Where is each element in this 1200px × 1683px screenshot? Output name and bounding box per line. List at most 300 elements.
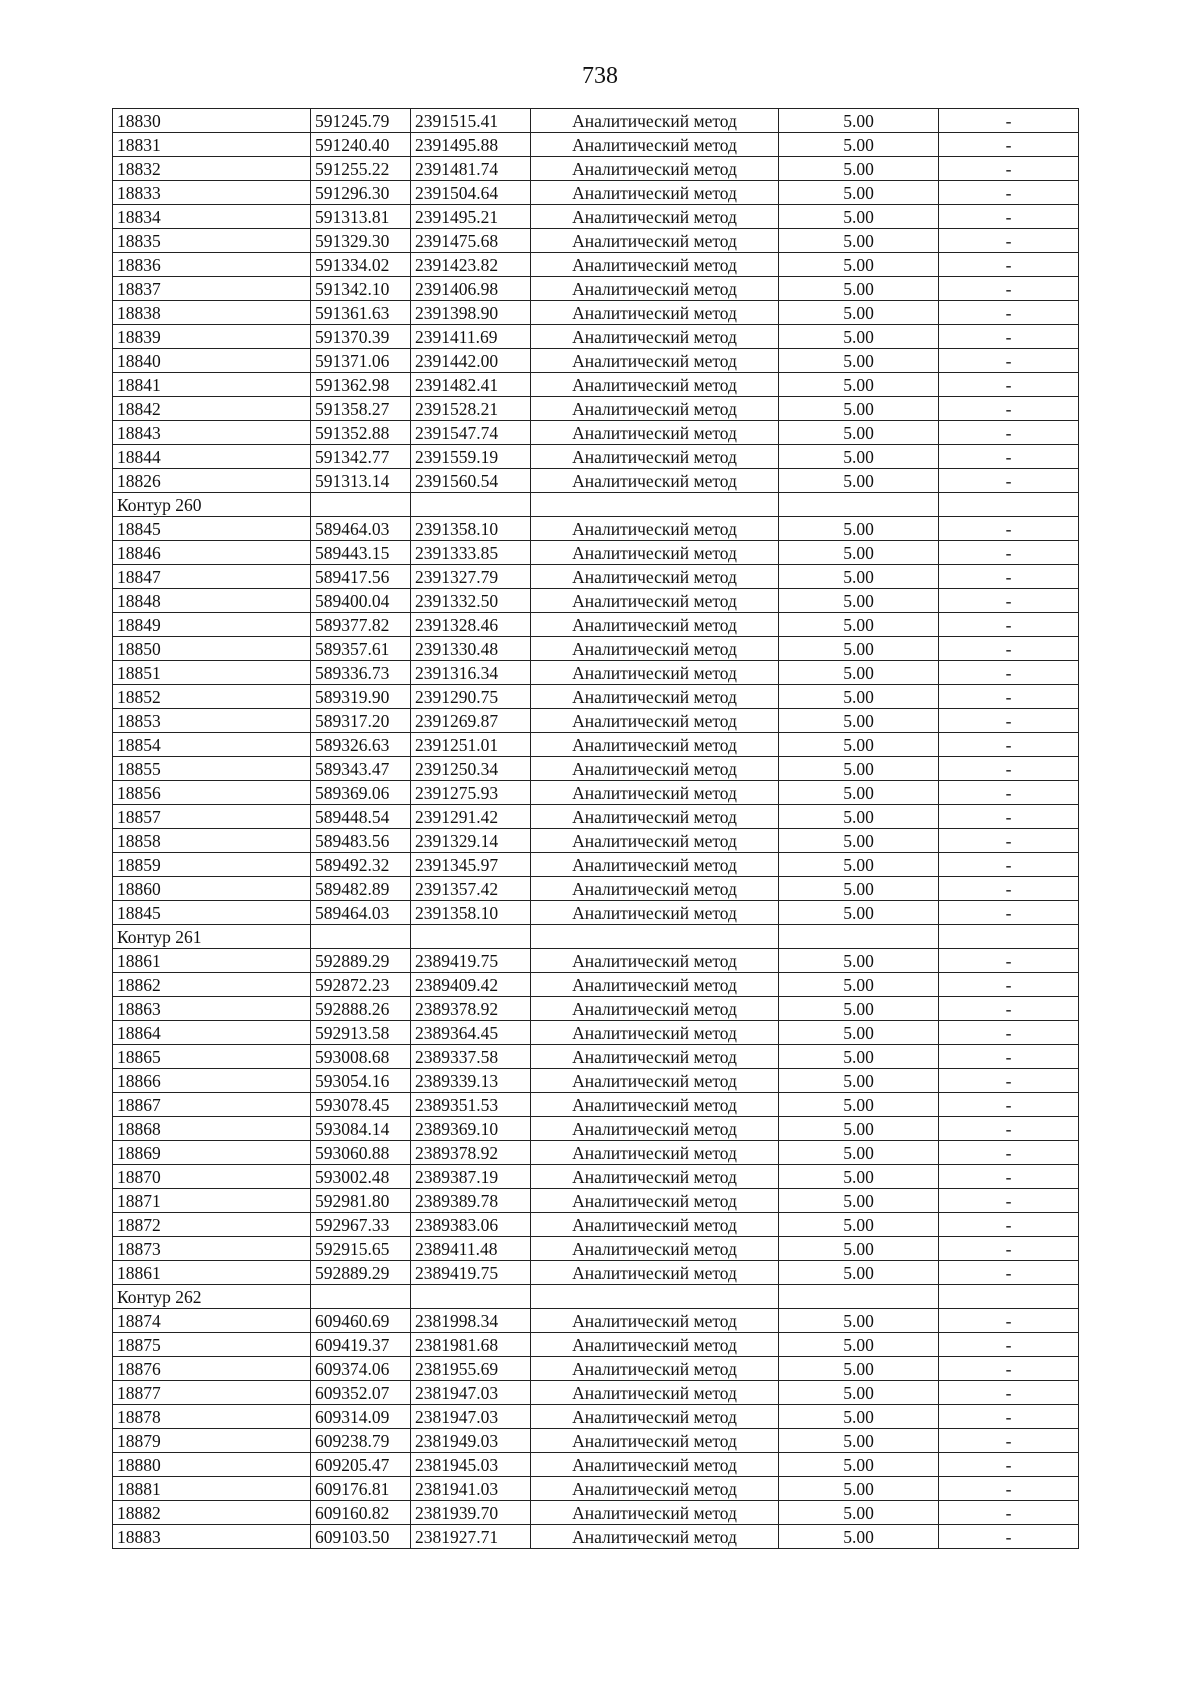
table-row	[113, 1429, 1079, 1453]
method-cell: Аналитический метод	[531, 1189, 779, 1213]
x-coordinate-cell: 589483.56	[311, 829, 411, 853]
table-row	[113, 1141, 1079, 1165]
table-row	[113, 373, 1079, 397]
table-row	[113, 661, 1079, 685]
description-cell: -	[939, 757, 1079, 781]
page-number: 738	[582, 63, 618, 89]
method-cell: Аналитический метод	[531, 1429, 779, 1453]
x-coordinate-cell: 592967.33	[311, 1213, 411, 1237]
description-cell: -	[939, 709, 1079, 733]
x-coordinate-cell: 592889.29	[311, 1261, 411, 1285]
table-row	[113, 1189, 1079, 1213]
method-cell: Аналитический метод	[531, 661, 779, 685]
y-coordinate-cell	[411, 1285, 531, 1309]
method-cell: Аналитический метод	[531, 469, 779, 493]
description-cell: -	[939, 661, 1079, 685]
method-cell: Аналитический метод	[531, 1021, 779, 1045]
description-cell: -	[939, 517, 1079, 541]
x-coordinate-cell: 591370.39	[311, 325, 411, 349]
method-cell: Аналитический метод	[531, 373, 779, 397]
point-id-cell: 18839	[113, 325, 311, 349]
accuracy-cell: 5.00	[779, 1021, 939, 1045]
table-row	[113, 757, 1079, 781]
y-coordinate-cell: 2391333.85	[411, 541, 531, 565]
accuracy-cell: 5.00	[779, 277, 939, 301]
table-row	[113, 109, 1079, 133]
point-id-cell: 18833	[113, 181, 311, 205]
x-coordinate-cell: 593002.48	[311, 1165, 411, 1189]
method-cell: Аналитический метод	[531, 229, 779, 253]
accuracy-cell: 5.00	[779, 637, 939, 661]
method-cell: Аналитический метод	[531, 1093, 779, 1117]
y-coordinate-cell: 2391482.41	[411, 373, 531, 397]
table-row	[113, 853, 1079, 877]
table-row	[113, 997, 1079, 1021]
accuracy-cell: 5.00	[779, 685, 939, 709]
y-coordinate-cell: 2391269.87	[411, 709, 531, 733]
method-cell: Аналитический метод	[531, 421, 779, 445]
description-cell	[939, 925, 1079, 949]
description-cell: -	[939, 973, 1079, 997]
accuracy-cell: 5.00	[779, 1045, 939, 1069]
table-row	[113, 277, 1079, 301]
method-cell: Аналитический метод	[531, 757, 779, 781]
table-row	[113, 1261, 1079, 1285]
x-coordinate-cell: 589417.56	[311, 565, 411, 589]
y-coordinate-cell: 2391411.69	[411, 325, 531, 349]
point-id-cell: 18836	[113, 253, 311, 277]
table-row	[113, 1069, 1079, 1093]
x-coordinate-cell: 592981.80	[311, 1189, 411, 1213]
point-id-cell: 18835	[113, 229, 311, 253]
accuracy-cell: 5.00	[779, 469, 939, 493]
point-id-cell: 18881	[113, 1477, 311, 1501]
point-id-cell: 18869	[113, 1141, 311, 1165]
y-coordinate-cell: 2391528.21	[411, 397, 531, 421]
accuracy-cell: 5.00	[779, 541, 939, 565]
accuracy-cell: 5.00	[779, 1141, 939, 1165]
method-cell: Аналитический метод	[531, 181, 779, 205]
table-row	[113, 157, 1079, 181]
table-row	[113, 973, 1079, 997]
method-cell: Аналитический метод	[531, 1501, 779, 1525]
accuracy-cell: 5.00	[779, 1525, 939, 1549]
point-id-cell: 18862	[113, 973, 311, 997]
accuracy-cell: 5.00	[779, 1357, 939, 1381]
x-coordinate-cell: 589336.73	[311, 661, 411, 685]
table-row	[113, 229, 1079, 253]
description-cell: -	[939, 829, 1079, 853]
description-cell: -	[939, 733, 1079, 757]
x-coordinate-cell: 593060.88	[311, 1141, 411, 1165]
point-id-cell: 18846	[113, 541, 311, 565]
y-coordinate-cell: 2391358.10	[411, 901, 531, 925]
point-id-cell: 18864	[113, 1021, 311, 1045]
x-coordinate-cell: 591342.77	[311, 445, 411, 469]
method-cell	[531, 493, 779, 517]
description-cell: -	[939, 805, 1079, 829]
y-coordinate-cell: 2391475.68	[411, 229, 531, 253]
table-row	[113, 1453, 1079, 1477]
y-coordinate-cell: 2389383.06	[411, 1213, 531, 1237]
x-coordinate-cell: 592888.26	[311, 997, 411, 1021]
accuracy-cell: 5.00	[779, 229, 939, 253]
accuracy-cell: 5.00	[779, 1333, 939, 1357]
table-row	[113, 709, 1079, 733]
table-row	[113, 1357, 1079, 1381]
y-coordinate-cell: 2391423.82	[411, 253, 531, 277]
contour-label: Контур 260	[113, 493, 311, 517]
point-id-cell: 18851	[113, 661, 311, 685]
table-row	[113, 1501, 1079, 1525]
description-cell: -	[939, 445, 1079, 469]
point-id-cell: 18844	[113, 445, 311, 469]
y-coordinate-cell: 2391332.50	[411, 589, 531, 613]
description-cell: -	[939, 997, 1079, 1021]
coordinates-table	[112, 108, 1079, 1549]
point-id-cell: 18876	[113, 1357, 311, 1381]
accuracy-cell: 5.00	[779, 349, 939, 373]
accuracy-cell: 5.00	[779, 373, 939, 397]
description-cell: -	[939, 277, 1079, 301]
point-id-cell: 18838	[113, 301, 311, 325]
x-coordinate-cell: 591296.30	[311, 181, 411, 205]
description-cell: -	[939, 613, 1079, 637]
table-row	[113, 877, 1079, 901]
point-id-cell: 18845	[113, 517, 311, 541]
coordinates-table-body	[113, 109, 1079, 1549]
contour-label: Контур 261	[113, 925, 311, 949]
method-cell: Аналитический метод	[531, 1261, 779, 1285]
point-id-cell: 18879	[113, 1429, 311, 1453]
method-cell: Аналитический метод	[531, 1477, 779, 1501]
y-coordinate-cell: 2389337.58	[411, 1045, 531, 1069]
y-coordinate-cell: 2391357.42	[411, 877, 531, 901]
method-cell: Аналитический метод	[531, 733, 779, 757]
x-coordinate-cell: 591342.10	[311, 277, 411, 301]
description-cell: -	[939, 565, 1079, 589]
accuracy-cell: 5.00	[779, 613, 939, 637]
description-cell: -	[939, 253, 1079, 277]
method-cell: Аналитический метод	[531, 253, 779, 277]
description-cell: -	[939, 1045, 1079, 1069]
point-id-cell: 18849	[113, 613, 311, 637]
accuracy-cell: 5.00	[779, 997, 939, 1021]
y-coordinate-cell: 2389389.78	[411, 1189, 531, 1213]
y-coordinate-cell: 2391291.42	[411, 805, 531, 829]
accuracy-cell: 5.00	[779, 757, 939, 781]
x-coordinate-cell	[311, 1285, 411, 1309]
description-cell: -	[939, 949, 1079, 973]
contour-header-row	[113, 493, 1079, 517]
method-cell: Аналитический метод	[531, 541, 779, 565]
description-cell: -	[939, 157, 1079, 181]
method-cell: Аналитический метод	[531, 853, 779, 877]
accuracy-cell: 5.00	[779, 565, 939, 589]
accuracy-cell: 5.00	[779, 421, 939, 445]
description-cell: -	[939, 181, 1079, 205]
point-id-cell: 18859	[113, 853, 311, 877]
x-coordinate-cell: 591245.79	[311, 109, 411, 133]
description-cell: -	[939, 1477, 1079, 1501]
point-id-cell: 18883	[113, 1525, 311, 1549]
y-coordinate-cell: 2381927.71	[411, 1525, 531, 1549]
description-cell: -	[939, 397, 1079, 421]
accuracy-cell: 5.00	[779, 901, 939, 925]
point-id-cell: 18873	[113, 1237, 311, 1261]
description-cell: -	[939, 1117, 1079, 1141]
accuracy-cell: 5.00	[779, 1165, 939, 1189]
x-coordinate-cell: 589369.06	[311, 781, 411, 805]
point-id-cell: 18882	[113, 1501, 311, 1525]
y-coordinate-cell: 2381939.70	[411, 1501, 531, 1525]
y-coordinate-cell: 2381981.68	[411, 1333, 531, 1357]
accuracy-cell: 5.00	[779, 1429, 939, 1453]
x-coordinate-cell: 591362.98	[311, 373, 411, 397]
y-coordinate-cell	[411, 925, 531, 949]
description-cell: -	[939, 1189, 1079, 1213]
point-id-cell: 18843	[113, 421, 311, 445]
table-row	[113, 541, 1079, 565]
point-id-cell: 18837	[113, 277, 311, 301]
method-cell: Аналитический метод	[531, 1405, 779, 1429]
description-cell: -	[939, 421, 1079, 445]
table-row	[113, 781, 1079, 805]
description-cell: -	[939, 877, 1079, 901]
accuracy-cell: 5.00	[779, 157, 939, 181]
x-coordinate-cell	[311, 925, 411, 949]
description-cell: -	[939, 1501, 1079, 1525]
description-cell: -	[939, 1021, 1079, 1045]
table-row	[113, 1117, 1079, 1141]
point-id-cell: 18854	[113, 733, 311, 757]
method-cell: Аналитический метод	[531, 1309, 779, 1333]
y-coordinate-cell: 2389378.92	[411, 997, 531, 1021]
accuracy-cell: 5.00	[779, 1117, 939, 1141]
point-id-cell: 18868	[113, 1117, 311, 1141]
x-coordinate-cell: 591334.02	[311, 253, 411, 277]
x-coordinate-cell: 589492.32	[311, 853, 411, 877]
point-id-cell: 18863	[113, 997, 311, 1021]
method-cell: Аналитический метод	[531, 157, 779, 181]
table-row	[113, 325, 1079, 349]
y-coordinate-cell: 2391250.34	[411, 757, 531, 781]
accuracy-cell: 5.00	[779, 1189, 939, 1213]
accuracy-cell: 5.00	[779, 829, 939, 853]
y-coordinate-cell: 2391290.75	[411, 685, 531, 709]
x-coordinate-cell: 589443.15	[311, 541, 411, 565]
point-id-cell: 18870	[113, 1165, 311, 1189]
method-cell: Аналитический метод	[531, 1381, 779, 1405]
description-cell: -	[939, 1453, 1079, 1477]
method-cell: Аналитический метод	[531, 277, 779, 301]
method-cell: Аналитический метод	[531, 133, 779, 157]
method-cell: Аналитический метод	[531, 1213, 779, 1237]
x-coordinate-cell: 591313.14	[311, 469, 411, 493]
method-cell: Аналитический метод	[531, 997, 779, 1021]
method-cell: Аналитический метод	[531, 1045, 779, 1069]
description-cell	[939, 1285, 1079, 1309]
point-id-cell: 18858	[113, 829, 311, 853]
method-cell: Аналитический метод	[531, 397, 779, 421]
accuracy-cell: 5.00	[779, 589, 939, 613]
description-cell: -	[939, 901, 1079, 925]
x-coordinate-cell: 609460.69	[311, 1309, 411, 1333]
point-id-cell: 18847	[113, 565, 311, 589]
x-coordinate-cell: 591361.63	[311, 301, 411, 325]
method-cell: Аналитический метод	[531, 709, 779, 733]
accuracy-cell: 5.00	[779, 1309, 939, 1333]
y-coordinate-cell: 2389378.92	[411, 1141, 531, 1165]
accuracy-cell: 5.00	[779, 181, 939, 205]
description-cell: -	[939, 637, 1079, 661]
y-coordinate-cell: 2389364.45	[411, 1021, 531, 1045]
point-id-cell: 18840	[113, 349, 311, 373]
accuracy-cell	[779, 493, 939, 517]
description-cell: -	[939, 1381, 1079, 1405]
x-coordinate-cell: 589464.03	[311, 901, 411, 925]
point-id-cell: 18874	[113, 1309, 311, 1333]
method-cell	[531, 925, 779, 949]
description-cell: -	[939, 781, 1079, 805]
x-coordinate-cell: 609103.50	[311, 1525, 411, 1549]
description-cell: -	[939, 229, 1079, 253]
accuracy-cell: 5.00	[779, 517, 939, 541]
description-cell: -	[939, 1069, 1079, 1093]
accuracy-cell: 5.00	[779, 661, 939, 685]
x-coordinate-cell: 589464.03	[311, 517, 411, 541]
point-id-cell: 18845	[113, 901, 311, 925]
accuracy-cell: 5.00	[779, 973, 939, 997]
method-cell: Аналитический метод	[531, 517, 779, 541]
accuracy-cell: 5.00	[779, 1405, 939, 1429]
description-cell: -	[939, 1309, 1079, 1333]
x-coordinate-cell: 593078.45	[311, 1093, 411, 1117]
method-cell: Аналитический метод	[531, 613, 779, 637]
point-id-cell: 18867	[113, 1093, 311, 1117]
method-cell: Аналитический метод	[531, 1525, 779, 1549]
table-row	[113, 829, 1079, 853]
x-coordinate-cell: 609176.81	[311, 1477, 411, 1501]
y-coordinate-cell: 2391398.90	[411, 301, 531, 325]
table-row	[113, 397, 1079, 421]
y-coordinate-cell: 2391559.19	[411, 445, 531, 469]
x-coordinate-cell: 589482.89	[311, 877, 411, 901]
description-cell: -	[939, 349, 1079, 373]
accuracy-cell: 5.00	[779, 949, 939, 973]
y-coordinate-cell: 2391495.21	[411, 205, 531, 229]
x-coordinate-cell: 609374.06	[311, 1357, 411, 1381]
method-cell: Аналитический метод	[531, 973, 779, 997]
y-coordinate-cell: 2389369.10	[411, 1117, 531, 1141]
table-row	[113, 805, 1079, 829]
accuracy-cell: 5.00	[779, 1213, 939, 1237]
point-id-cell: 18880	[113, 1453, 311, 1477]
description-cell: -	[939, 1525, 1079, 1549]
method-cell: Аналитический метод	[531, 445, 779, 469]
method-cell: Аналитический метод	[531, 565, 779, 589]
accuracy-cell: 5.00	[779, 253, 939, 277]
accuracy-cell: 5.00	[779, 1477, 939, 1501]
method-cell: Аналитический метод	[531, 805, 779, 829]
point-id-cell: 18830	[113, 109, 311, 133]
x-coordinate-cell: 591371.06	[311, 349, 411, 373]
method-cell: Аналитический метод	[531, 829, 779, 853]
point-id-cell: 18875	[113, 1333, 311, 1357]
point-id-cell: 18856	[113, 781, 311, 805]
y-coordinate-cell: 2391481.74	[411, 157, 531, 181]
method-cell: Аналитический метод	[531, 1237, 779, 1261]
table-row	[113, 1405, 1079, 1429]
method-cell: Аналитический метод	[531, 1453, 779, 1477]
method-cell: Аналитический метод	[531, 205, 779, 229]
table-row	[113, 949, 1079, 973]
table-row	[113, 1381, 1079, 1405]
point-id-cell: 18871	[113, 1189, 311, 1213]
method-cell: Аналитический метод	[531, 949, 779, 973]
accuracy-cell: 5.00	[779, 1069, 939, 1093]
method-cell: Аналитический метод	[531, 1069, 779, 1093]
y-coordinate-cell: 2389351.53	[411, 1093, 531, 1117]
x-coordinate-cell: 593054.16	[311, 1069, 411, 1093]
y-coordinate-cell: 2389409.42	[411, 973, 531, 997]
x-coordinate-cell: 592913.58	[311, 1021, 411, 1045]
x-coordinate-cell: 592872.23	[311, 973, 411, 997]
table-row	[113, 685, 1079, 709]
table-row	[113, 205, 1079, 229]
x-coordinate-cell: 591255.22	[311, 157, 411, 181]
x-coordinate-cell: 609205.47	[311, 1453, 411, 1477]
description-cell: -	[939, 1261, 1079, 1285]
method-cell: Аналитический метод	[531, 685, 779, 709]
accuracy-cell	[779, 925, 939, 949]
accuracy-cell: 5.00	[779, 781, 939, 805]
method-cell: Аналитический метод	[531, 1117, 779, 1141]
method-cell	[531, 1285, 779, 1309]
x-coordinate-cell: 591240.40	[311, 133, 411, 157]
description-cell: -	[939, 853, 1079, 877]
table-row	[113, 181, 1079, 205]
x-coordinate-cell: 589319.90	[311, 685, 411, 709]
table-row	[113, 253, 1079, 277]
y-coordinate-cell: 2381947.03	[411, 1381, 531, 1405]
point-id-cell: 18834	[113, 205, 311, 229]
table-row	[113, 421, 1079, 445]
y-coordinate-cell: 2391345.97	[411, 853, 531, 877]
y-coordinate-cell: 2391316.34	[411, 661, 531, 685]
table-row	[113, 1045, 1079, 1069]
method-cell: Аналитический метод	[531, 109, 779, 133]
point-id-cell: 18866	[113, 1069, 311, 1093]
x-coordinate-cell: 591329.30	[311, 229, 411, 253]
y-coordinate-cell: 2389419.75	[411, 949, 531, 973]
description-cell: -	[939, 1333, 1079, 1357]
description-cell: -	[939, 1213, 1079, 1237]
point-id-cell: 18852	[113, 685, 311, 709]
table-row	[113, 637, 1079, 661]
method-cell: Аналитический метод	[531, 1333, 779, 1357]
description-cell: -	[939, 373, 1079, 397]
accuracy-cell: 5.00	[779, 205, 939, 229]
description-cell: -	[939, 1237, 1079, 1261]
method-cell: Аналитический метод	[531, 349, 779, 373]
y-coordinate-cell: 2381947.03	[411, 1405, 531, 1429]
table-row	[113, 445, 1079, 469]
table-row	[113, 133, 1079, 157]
y-coordinate-cell: 2381949.03	[411, 1429, 531, 1453]
y-coordinate-cell: 2381941.03	[411, 1477, 531, 1501]
table-row	[113, 469, 1079, 493]
